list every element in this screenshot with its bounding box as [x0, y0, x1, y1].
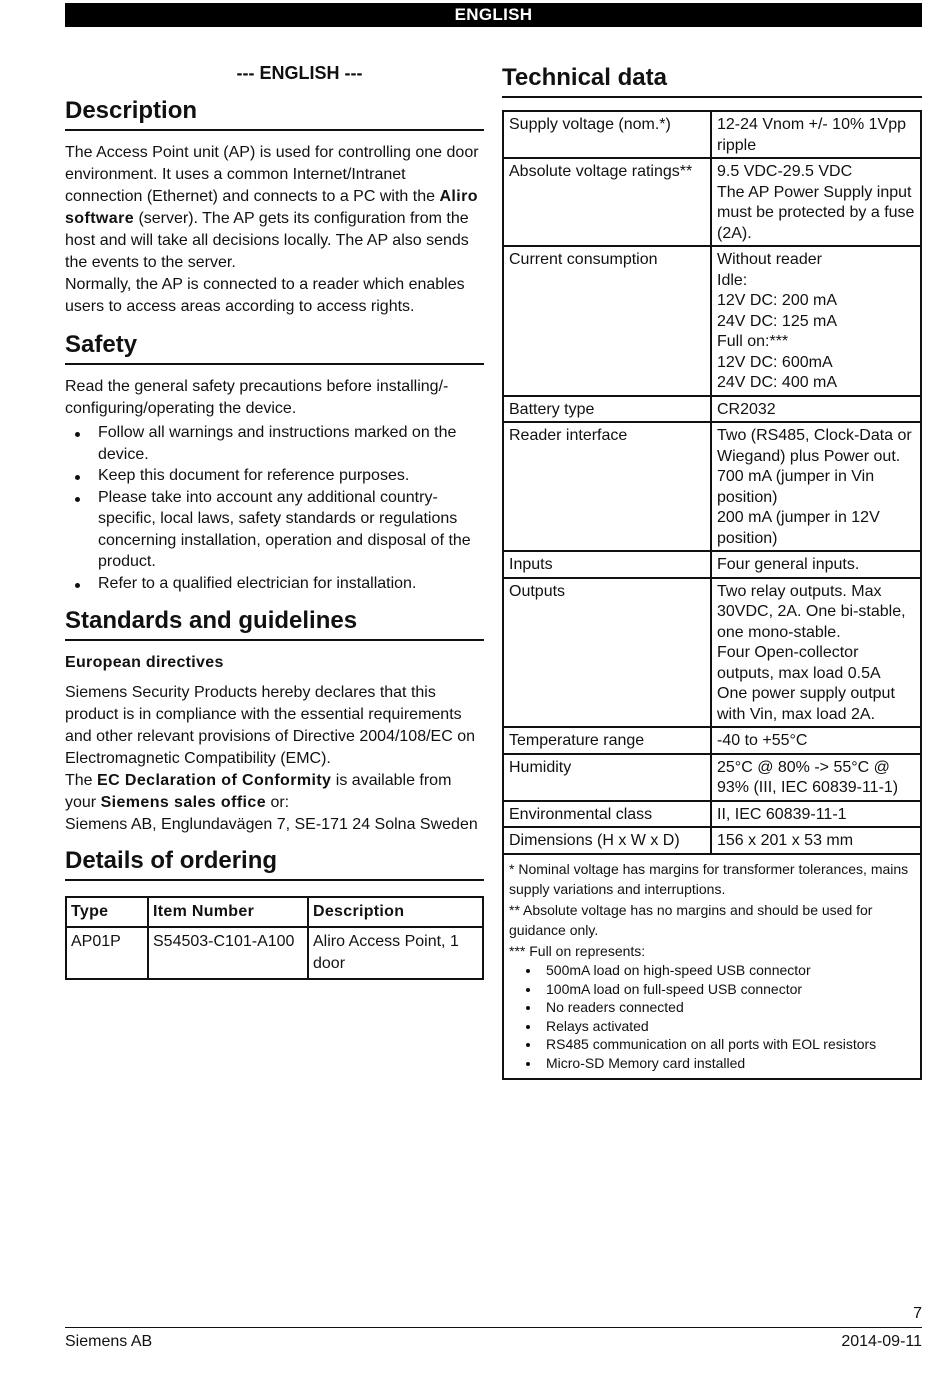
table-row: [503, 551, 921, 578]
spec-value-line: One power supply output with Vin, max load 2A.: [717, 685, 895, 723]
table-row: [503, 111, 921, 158]
list-item: No readers connected: [509, 998, 915, 1017]
spec-value: [711, 827, 921, 854]
footer-company: Siemens AB: [65, 1333, 153, 1350]
safety-list: [65, 422, 484, 594]
table-row: [503, 246, 921, 396]
header-description: Description: [308, 897, 483, 927]
spec-value: [711, 246, 921, 396]
table-row: [503, 754, 921, 801]
table-row: [503, 422, 921, 551]
footnotes-cell: [503, 854, 921, 1080]
spec-value-line: 9.5 VDC-29.5 VDC: [717, 163, 853, 180]
spec-value-line: 24V DC: 400 mA: [717, 374, 838, 391]
spec-value: [711, 158, 921, 246]
safety-intro: Read the general safety precautions before installing/-configuring/operating the device.: [65, 378, 449, 417]
spec-value-line: Full on:***: [717, 333, 789, 350]
technical-data-heading: Technical data: [502, 63, 922, 98]
description-text-b: (server). The AP gets its configuration from the host and will take all decisions locally. The AP also sends the events to the server.: [65, 210, 469, 271]
spec-value-line: 12V DC: 200 mA: [717, 292, 838, 309]
spec-value-line: 156 x 201 x 53 mm: [717, 832, 854, 849]
spec-label: Current consumption: [503, 246, 711, 396]
table-row: [66, 927, 483, 979]
address-paragraph: Siemens AB, Englundavägen 7, SE-171 24 Solna Sweden: [65, 816, 478, 833]
spec-value-line: Idle:: [717, 271, 748, 289]
spec-value-line: Two (RS485, Clock-Data or Wiegand) plus Power out.: [717, 427, 912, 465]
table-row: [503, 396, 921, 423]
list-item: 500mA load on high-speed USB connector: [509, 961, 915, 980]
spec-value-line: II, IEC 60839-11-1: [717, 805, 847, 823]
description-paragraph-1: [65, 142, 484, 274]
standards-heading: Standards and guidelines: [65, 606, 484, 641]
spec-label: Reader interface: [503, 422, 711, 551]
spec-value-line: 12-24 Vnom +/- 10% 1Vpp ripple: [717, 116, 907, 154]
table-row: [503, 801, 921, 828]
footer-date: 2014-09-11: [841, 1333, 922, 1350]
standards-text-c: or:: [266, 794, 290, 811]
spec-label: Environmental class: [503, 801, 711, 828]
spec-value-line: -40 to +55°C: [717, 732, 808, 749]
list-item: Micro-SD Memory card installed: [509, 1054, 915, 1073]
european-directives-subheading: European directives: [65, 654, 224, 671]
footnote: *** Full on represents:: [509, 942, 646, 959]
description-text-a: The Access Point unit (AP) is used for controlling one door environment. It uses a common Internet/Intranet connection (Ethernet) and connects to a PC with the: [65, 144, 479, 205]
spec-value: [711, 578, 921, 728]
standards-paragraph-2: [65, 770, 484, 814]
spec-value: [711, 422, 921, 551]
spec-label: Outputs: [503, 578, 711, 728]
footer-divider: [65, 1327, 922, 1328]
safety-item: Please take into account any additional country-specific, local laws, safety standards or regulations concerning installation, operation and disposal of the product.: [65, 487, 484, 573]
safety-item: Keep this document for reference purposes.: [65, 465, 484, 487]
ec-declaration-term: EC Declaration of Conformity: [97, 772, 332, 789]
description-paragraph-2: Normally, the AP is connected to a reader which enables users to access areas according to access rights.: [65, 276, 465, 315]
spec-label: Humidity: [503, 754, 711, 801]
list-item: Relays activated: [509, 1017, 915, 1036]
safety-item: Refer to a qualified electrician for installation.: [65, 573, 484, 595]
spec-label: Dimensions (H x W x D): [503, 827, 711, 854]
spec-value-line: CR2032: [717, 400, 776, 418]
list-item: RS485 communication on all ports with EOL resistors: [509, 1035, 915, 1054]
technical-data-table: [502, 110, 922, 1080]
spec-value-line: The AP Power Supply input must be protected by a fuse (2A).: [717, 183, 915, 242]
page-number: 7: [913, 1305, 922, 1322]
footnote: ** Absolute voltage has no margins and should be used for guidance only.: [509, 901, 873, 938]
spec-label: Temperature range: [503, 727, 711, 754]
footnote: * Nominal voltage has margins for transformer tolerances, mains supply variations and interruptions.: [509, 860, 909, 897]
spec-value: [711, 801, 921, 828]
sales-office-term: Siemens sales office: [100, 794, 266, 811]
notes-row: [503, 854, 921, 1080]
spec-value: [711, 111, 921, 158]
language-banner: ENGLISH: [65, 3, 922, 27]
cell-description: Aliro Access Point, 1 door: [308, 927, 483, 979]
spec-value-line: Four Open-collector outputs, max load 0.5A: [717, 644, 881, 682]
spec-value-line: 25°C @ 80% -> 55°C @ 93% (III, IEC 60839-11-1): [717, 758, 899, 796]
cell-item-number: S54503-C101-A100: [148, 927, 308, 979]
safety-heading: Safety: [65, 330, 484, 365]
left-column: [65, 60, 484, 980]
standards-paragraph-1: Siemens Security Products hereby declares that this product is in compliance with the essential requirements and other relevant provisions of Directive 2004/108/EC on Electromagnetic Compatibility (EMC).: [65, 684, 476, 767]
spec-value-line: Without reader: [717, 251, 822, 268]
spec-value: [711, 551, 921, 578]
spec-value: [711, 727, 921, 754]
ordering-table: [65, 896, 484, 980]
language-title: --- ENGLISH ---: [236, 63, 363, 83]
spec-label: Battery type: [503, 396, 711, 423]
ordering-header-row: [66, 897, 483, 927]
description-heading: Description: [65, 96, 484, 131]
standards-text-a: The: [65, 772, 98, 789]
header-item-number: Item Number: [148, 897, 308, 927]
spec-value-line: 200 mA (jumper in 12V position): [717, 509, 880, 547]
spec-value: [711, 396, 921, 423]
aliro-software-term: Aliro software: [65, 188, 478, 227]
spec-label: Absolute voltage ratings**: [503, 158, 711, 246]
cell-type: AP01P: [66, 927, 148, 979]
spec-label: Supply voltage (nom.*): [503, 111, 711, 158]
spec-value: [711, 754, 921, 801]
right-column: [502, 60, 922, 1080]
spec-value-line: 700 mA (jumper in Vin position): [717, 468, 875, 506]
table-row: [503, 827, 921, 854]
header-type: Type: [66, 897, 148, 927]
full-on-list: [509, 961, 915, 1072]
safety-item: Follow all warnings and instructions marked on the device.: [65, 422, 484, 465]
spec-value-line: 24V DC: 125 mA: [717, 312, 838, 330]
spec-label: Inputs: [503, 551, 711, 578]
table-row: [503, 158, 921, 246]
ordering-heading: Details of ordering: [65, 846, 484, 881]
spec-value-line: Four general inputs.: [717, 556, 860, 573]
spec-value-line: Two relay outputs. Max 30VDC, 2A. One bi-stable, one mono-stable.: [717, 582, 906, 641]
spec-value-line: 12V DC: 600mA: [717, 353, 833, 371]
list-item: 100mA load on full-speed USB connector: [509, 980, 915, 999]
table-row: [503, 578, 921, 728]
table-row: [503, 727, 921, 754]
standards-text-b: is available from your: [65, 772, 452, 811]
